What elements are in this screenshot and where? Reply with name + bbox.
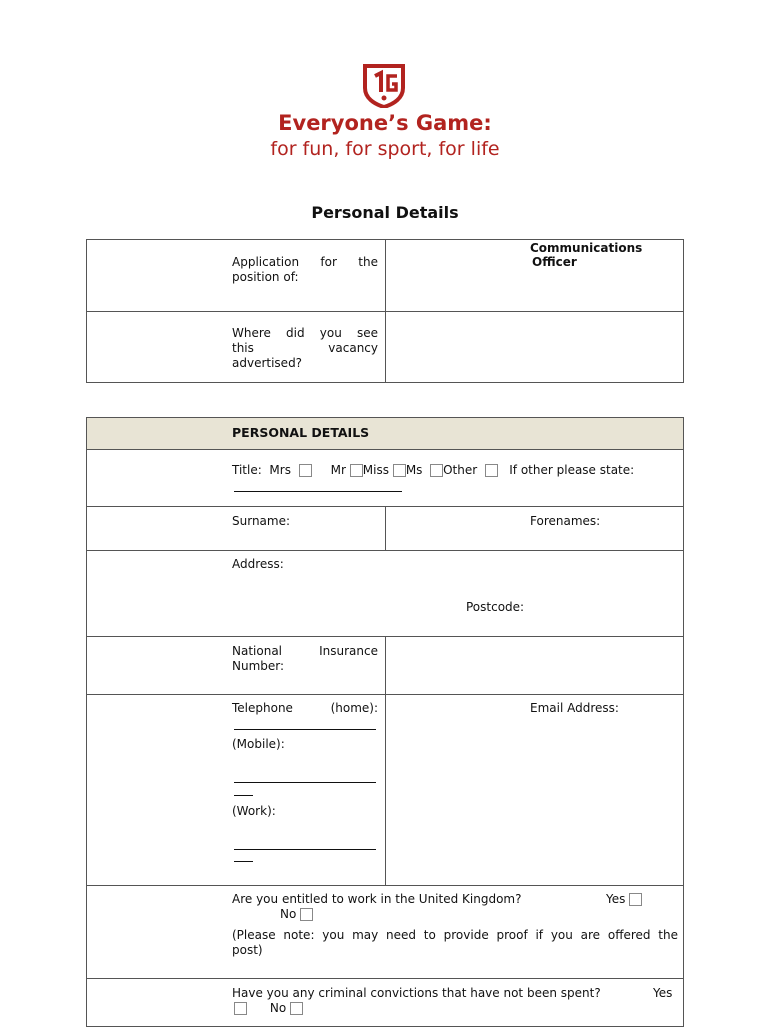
postcode-label: Postcode:	[466, 600, 525, 614]
mobile-label: (Mobile):	[232, 737, 285, 751]
entitled-yes-label: Yes	[606, 892, 626, 906]
title-mrs-label: Mrs	[269, 463, 291, 477]
title-miss-checkbox[interactable]	[393, 464, 406, 477]
entitled-yes-checkbox[interactable]	[629, 893, 642, 906]
title-ms-checkbox[interactable]	[430, 464, 443, 477]
section-header-band	[87, 418, 683, 449]
title-miss-label: Miss	[362, 463, 389, 477]
ni-label-line2: Number:	[232, 659, 285, 673]
title-other-checkbox[interactable]	[485, 464, 498, 477]
forenames-label: Forenames:	[530, 514, 601, 528]
position-value-line2: Officer	[532, 255, 577, 269]
brand-title: Everyone’s Game:	[278, 111, 492, 135]
convictions-question: Have you any criminal convictions that have not been spent?	[232, 986, 601, 1000]
brand-tagline: for fun, for sport, for life	[270, 138, 500, 160]
personal-details-table	[86, 417, 684, 1027]
convictions-no-checkbox[interactable]	[290, 1002, 303, 1015]
position-label-line1: Application for the	[232, 255, 378, 269]
mobile-line[interactable]	[234, 782, 376, 783]
title-other-state-label: If other please state:	[509, 463, 635, 477]
application-table	[86, 239, 684, 383]
title-other-line[interactable]	[234, 491, 402, 492]
surname-label: Surname:	[232, 514, 291, 528]
email-label: Email Address:	[530, 701, 619, 715]
entitled-no-label: No	[280, 907, 297, 921]
entitled-note-line2: post)	[232, 943, 263, 957]
position-label-line2: position of:	[232, 270, 299, 284]
page-title: Personal Details	[311, 203, 459, 222]
title-mr-label: Mr	[330, 463, 346, 477]
entitled-no-checkbox[interactable]	[300, 908, 313, 921]
address-label: Address:	[232, 557, 284, 571]
title-ms-label: Ms	[405, 463, 423, 477]
title-label: Title:	[232, 463, 262, 477]
telephone-home-line[interactable]	[234, 729, 376, 730]
vacancy-answer-field[interactable]	[387, 313, 683, 382]
entitled-yes	[606, 892, 642, 907]
shield-1g-logo-icon	[361, 62, 407, 108]
title-row	[232, 463, 678, 478]
entitled-question: Are you entitled to work in the United Kingdom?	[232, 892, 522, 906]
mobile-line-tail	[234, 795, 253, 796]
convictions-no-label: No	[269, 1001, 287, 1015]
vacancy-label-line1: Where did you see	[232, 326, 378, 340]
position-value-line1: Communications	[530, 241, 643, 255]
entitled-no	[280, 907, 313, 922]
vacancy-label-line2: this vacancy	[232, 341, 378, 355]
convictions-yes-checkbox[interactable]	[234, 1002, 247, 1015]
entitled-note-line1: (Please note: you may need to provide proof if you are offered the	[232, 928, 678, 942]
telephone-home-label: Telephone (home):	[232, 701, 378, 715]
vacancy-label-line3: advertised?	[232, 356, 303, 370]
title-other-label: Other	[443, 463, 478, 477]
work-label: (Work):	[232, 804, 276, 818]
section-title: PERSONAL DETAILS	[232, 425, 370, 440]
title-mr-checkbox[interactable]	[350, 464, 363, 477]
work-line-tail	[234, 861, 253, 862]
convictions-no	[234, 1001, 303, 1016]
convictions-yes-label: Yes	[653, 986, 673, 1000]
ni-label-line1: National Insurance	[232, 644, 378, 658]
title-mrs-checkbox[interactable]	[299, 464, 312, 477]
work-line[interactable]	[234, 849, 376, 850]
